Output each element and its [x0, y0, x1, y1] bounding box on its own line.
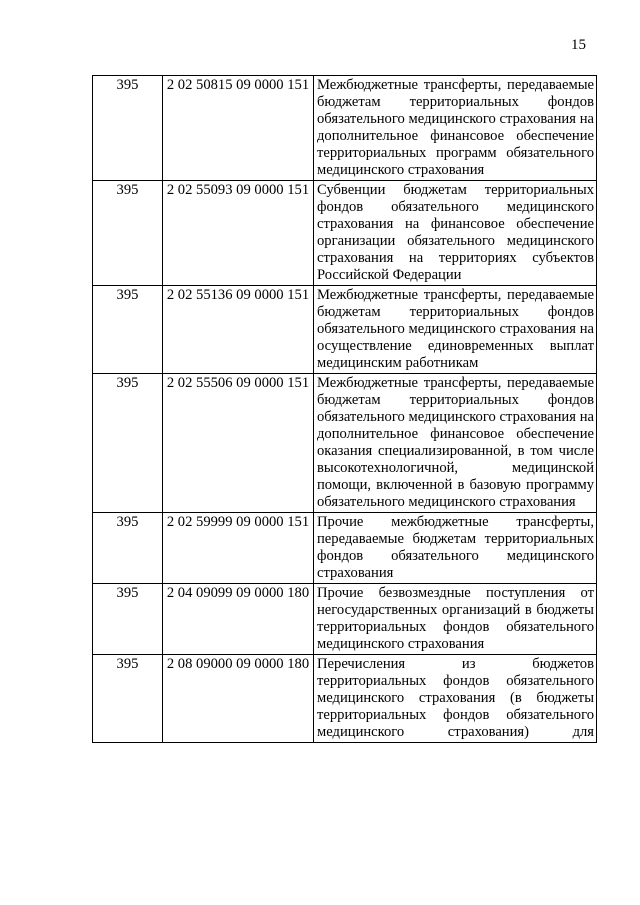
table-row: [93, 76, 597, 181]
revenue-name-cell: Межбюджетные трансферты, передаваемые бюджетам территориальных фондов обязательного медицинского страхования на дополнительное финансовое обеспечение оказания специализированной, в том числе высокотехнологичной, медицинской помощи, включенной в базовую программу обязательного медицинского страхования: [314, 374, 597, 513]
revenue-name-cell: Субвенции бюджетам территориальных фондов обязательного медицинского страхования на финансовое обеспечение организации обязательного медицинского страхования на территориях субъектов Российской Федерации: [314, 181, 597, 286]
admin-code-cell: 395: [93, 181, 163, 286]
budget-code-cell: 2 04 09099 09 0000 180: [163, 584, 314, 655]
revenue-name-cell: Межбюджетные трансферты, передаваемые бюджетам территориальных фондов обязательного медицинского страхования на дополнительное финансовое обеспечение территориальных программ обязательного медицинского страхования: [314, 76, 597, 181]
budget-code-cell: 2 08 09000 09 0000 180: [163, 655, 314, 743]
table-row: [93, 584, 597, 655]
budget-code-cell: 2 02 55093 09 0000 151: [163, 181, 314, 286]
table-row: [93, 655, 597, 743]
budget-code-cell: 2 02 55136 09 0000 151: [163, 286, 314, 374]
admin-code-cell: 395: [93, 655, 163, 743]
table-row: [93, 181, 597, 286]
revenue-name-cell: Межбюджетные трансферты, передаваемые бюджетам территориальных фондов обязательного медицинского страхования на осуществление единовременных выплат медицинским работникам: [314, 286, 597, 374]
page-number: 15: [571, 37, 586, 53]
table-row: [93, 286, 597, 374]
revenue-name-cell: Прочие безвозмездные поступления от негосударственных организаций в бюджеты территориальных фондов обязательного медицинского страхования: [314, 584, 597, 655]
admin-code-cell: 395: [93, 584, 163, 655]
admin-code-cell: 395: [93, 374, 163, 513]
admin-code-cell: 395: [93, 76, 163, 181]
revenue-name-cell: Перечисления из бюджетов территориальных фондов обязательного медицинского страхования (в бюджеты территориальных фондов обязательного медицинского страхования) для: [314, 655, 597, 743]
budget-codes-table: [92, 75, 597, 743]
admin-code-cell: 395: [93, 513, 163, 584]
budget-code-cell: 2 02 59999 09 0000 151: [163, 513, 314, 584]
revenue-name-cell: Прочие межбюджетные трансферты, передаваемые бюджетам территориальных фондов обязательного медицинского страхования: [314, 513, 597, 584]
table-row: [93, 374, 597, 513]
admin-code-cell: 395: [93, 286, 163, 374]
table-row: [93, 513, 597, 584]
budget-code-cell: 2 02 55506 09 0000 151: [163, 374, 314, 513]
budget-code-cell: 2 02 50815 09 0000 151: [163, 76, 314, 181]
